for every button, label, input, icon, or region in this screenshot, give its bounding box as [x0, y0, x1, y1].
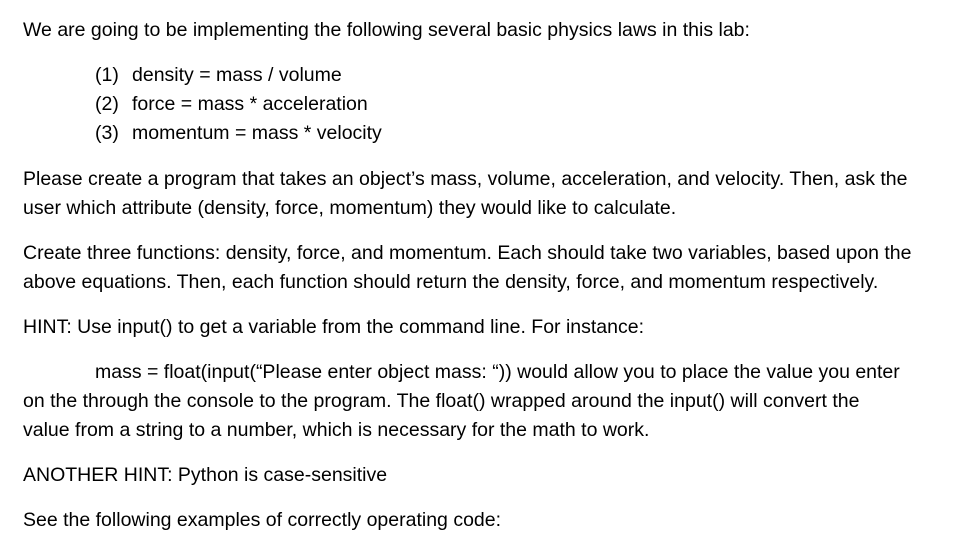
paragraph-line: Create three functions: density, force, and momentum. Each should take two variables, based upon the [23, 242, 912, 264]
paragraph-line: value from a string to a number, which is necessary for the math to work. [23, 419, 650, 441]
intro-text: We are going to be implementing the following several basic physics laws in this lab: [23, 19, 750, 41]
law-text: momentum = mass * velocity [132, 122, 382, 144]
list-number: (2) [95, 93, 119, 115]
paragraph-line: user which attribute (density, force, momentum) they would like to calculate. [23, 197, 677, 219]
hint-text: HINT: Use input() to get a variable from the command line. For instance: [23, 316, 645, 338]
list-number: (1) [95, 64, 119, 86]
list-item [95, 63, 342, 87]
list-item [95, 121, 382, 145]
paragraph-line: mass = float(input(“Please enter object mass: “)) would allow you to place the value you enter [95, 361, 900, 383]
paragraph-line: Please create a program that takes an object’s mass, volume, acceleration, and velocity. Then, ask the [23, 168, 908, 190]
law-text: density = mass / volume [132, 64, 342, 86]
closing-text: See the following examples of correctly operating code: [23, 509, 502, 531]
list-number: (3) [95, 122, 119, 144]
list-item [95, 92, 368, 116]
another-hint-text: ANOTHER HINT: Python is case-sensitive [23, 464, 388, 486]
paragraph-line: above equations. Then, each function should return the density, force, and momentum respectively. [23, 271, 879, 293]
paragraph-line: on the through the console to the program. The float() wrapped around the input() will convert the [23, 390, 860, 412]
law-text: force = mass * acceleration [132, 93, 368, 115]
